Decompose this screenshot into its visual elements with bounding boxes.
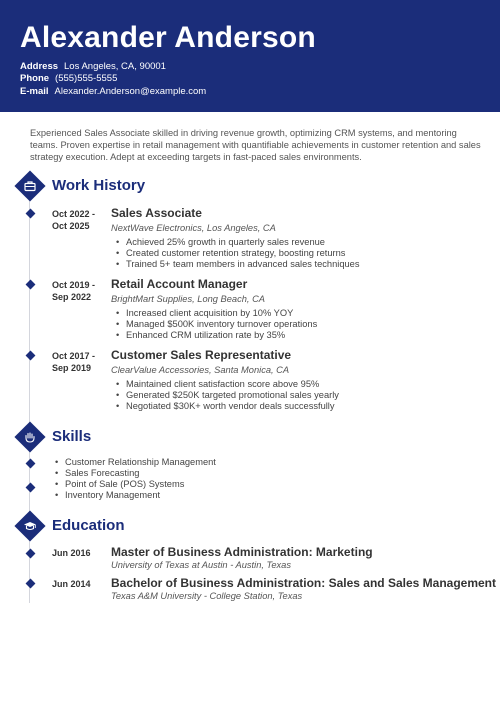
education-date: Jun 2014: [52, 579, 91, 589]
job-company: ClearValue Accessories, Santa Monica, CA: [111, 365, 290, 375]
list-item: • Point of Sale (POS) Systems: [53, 479, 216, 490]
job-company: BrightMart Supplies, Long Beach, CA: [111, 294, 265, 304]
date-start: Oct 2019 -: [52, 280, 96, 290]
timeline-marker: [26, 459, 36, 469]
list-item: • Managed $500K inventory turnover operations: [114, 319, 317, 330]
contact-label: Phone: [20, 73, 50, 84]
timeline-marker: [26, 549, 36, 559]
header-banner: [0, 0, 500, 112]
hand-icon: [14, 421, 45, 452]
education-degree: Master of Business Administration: Marketing: [111, 545, 373, 559]
skills-list: [53, 457, 216, 501]
date-end: Sep 2019: [52, 363, 92, 373]
candidate-name: Alexander Anderson: [20, 21, 316, 54]
job-dates: [52, 279, 104, 303]
education-date: Jun 2016: [52, 548, 91, 558]
section-title-skills: Skills: [52, 428, 92, 445]
date-start: Oct 2022 -: [52, 209, 96, 219]
timeline-marker: [26, 351, 36, 361]
job-bullets: [114, 308, 317, 341]
job-title: Sales Associate: [111, 206, 202, 220]
briefcase-icon: [14, 170, 45, 201]
timeline-marker: [26, 579, 36, 589]
list-item: • Enhanced CRM utilization rate by 35%: [114, 330, 317, 341]
contact-email: [20, 86, 206, 98]
job-title: Customer Sales Representative: [111, 348, 292, 362]
graduation-cap-icon: [14, 510, 45, 541]
list-item: • Trained 5+ team members in advanced sales techniques: [114, 259, 360, 270]
job-bullets: [114, 237, 360, 270]
timeline-marker: [26, 483, 36, 493]
contact-phone: [20, 73, 117, 85]
list-item: • Customer Relationship Management: [53, 457, 216, 468]
education-degree: Bachelor of Business Administration: Sales and Sales Management: [111, 576, 496, 590]
date-end: Oct 2025: [52, 221, 90, 231]
contact-value: Los Angeles, CA, 90001: [64, 61, 166, 72]
job-title: Retail Account Manager: [111, 277, 248, 291]
education-school: Texas A&M University - College Station, Texas: [111, 591, 303, 601]
section-title-work-history: Work History: [52, 177, 146, 194]
list-item: • Generated $250K targeted promotional sales yearly: [114, 390, 339, 401]
contact-value[interactable]: Alexander.Anderson@example.com: [54, 86, 207, 97]
date-end: Sep 2022: [52, 292, 92, 302]
contact-value: (555)555-5555: [55, 73, 118, 84]
job-bullets: [114, 379, 339, 412]
list-item: • Inventory Management: [53, 490, 216, 501]
list-item: • Achieved 25% growth in quarterly sales revenue: [114, 237, 360, 248]
list-item: • Sales Forecasting: [53, 468, 216, 479]
list-item: • Increased client acquisition by 10% YOY: [114, 308, 317, 319]
date-start: Oct 2017 -: [52, 351, 96, 361]
job-company: NextWave Electronics, Los Angeles, CA: [111, 223, 276, 233]
job-dates: [52, 208, 104, 232]
list-item: • Maintained client satisfaction score above 95%: [114, 379, 339, 390]
list-item: • Negotiated $30K+ worth vendor deals successfully: [114, 401, 339, 412]
timeline-marker: [26, 209, 36, 219]
education-school: University of Texas at Austin - Austin, Texas: [111, 560, 291, 570]
professional-summary: Experienced Sales Associate skilled in driving revenue growth, optimizing CRM systems, and mentoring teams. Proven expertise in retail management with quantifiable achievements in customer retention and sales strategy execution. Adept at exceeding targets in fast-paced sales environments.: [30, 128, 481, 163]
contact-address: [20, 61, 166, 73]
contact-label: E-mail: [20, 86, 49, 97]
timeline-marker: [26, 280, 36, 290]
job-dates: [52, 350, 104, 374]
section-title-education: Education: [52, 517, 125, 534]
list-item: • Created customer retention strategy, boosting returns: [114, 248, 360, 259]
contact-label: Address: [20, 61, 59, 72]
